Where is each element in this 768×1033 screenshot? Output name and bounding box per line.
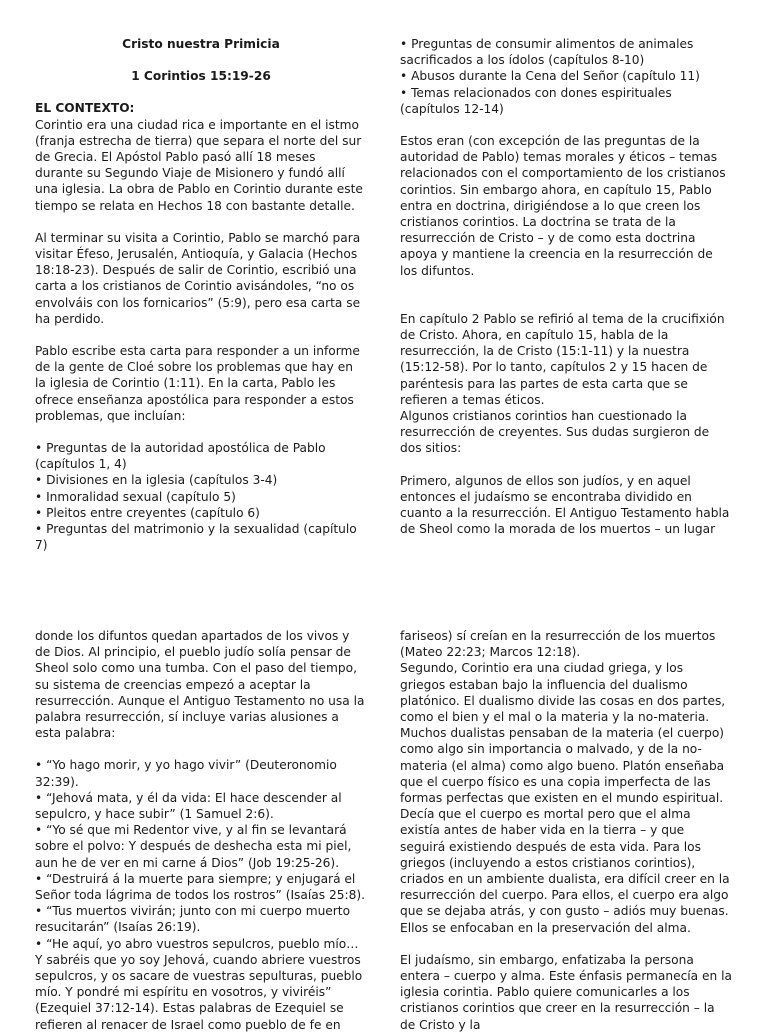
- paragraph: Primero, algunos de ellos son judíos, y en aquel entonces el judaísmo se encontraba dividido en cuanto a la resurrección. El Antiguo Testamento habla de Sheol como la morada de los muertos – un lugar: [400, 473, 730, 537]
- paragraph: El judaísmo, sin embargo, enfatizaba la persona entera – cuerpo y alma. Este énfasis permanecía en la iglesia corintia. Pablo quiere comunicarles a los cristianos corintios que creer en la resurrección – la de Cristo y la: [400, 952, 732, 1032]
- list-item: • Preguntas del matrimonio y la sexualidad (capítulo 7): [35, 522, 357, 553]
- column-bottom-left: [35, 628, 367, 1033]
- list-item: • Inmoralidad sexual (capítulo 5): [35, 489, 236, 504]
- paragraph: donde los difuntos quedan apartados de los vivos y de Dios. Al principio, el pueblo judío solía pensar de Sheol solo como una tumba. Con el paso del tiempo, su sistema de creencias empezó a aceptar la resurrección. Aunque el Antiguo Testamento no usa la palabra resurrección, sí incluye varias alusiones a esta palabra:: [35, 629, 365, 741]
- list-item: • Pleitos entre creyentes (capítulo 6): [35, 505, 260, 520]
- paragraph: Segundo, Corintio era una ciudad griega, y los griegos estaban bajo la influencia del dualismo platónico. El dualismo divide las cosas en dos partes, como el bien y el mal o la materia y la no-materia. Muchos dualistas pensaban de la materia (el cuerpo) como algo sin importancia o malvado, y de la no-materia (el alma) como algo bueno. Platón enseñaba que el cuerpo físico es una copia imperfecta de las formas perfectas que existen en el mundo espiritual. Decía que el cuerpo es mortal pero que el alma existía antes de haber vida en la tierra – y que seguirá existiendo después de esta vida. Para los griegos (incluyendo a estos cristianos corintios), criados en un ambiente dualista, era difícil creer en la resurrección del cuerpo. Para ellos, el cuerpo era algo que se dejaba atrás, y con gusto – adiós muy buenas. Ellos se enfocaban en la preservación del alma.: [400, 661, 730, 935]
- paragraph: Al terminar su visita a Corintio, Pablo se marchó para visitar Éfeso, Jerusalén, Antioquía, y Galacia (Hechos 18:18-23). Después de salir de Corintio, escribió una carta a los cristianos de Corintio avisándoles, “no os envolváis con los fornicarios” (5:9), pero esa carta se ha perdido.: [35, 230, 361, 326]
- paragraph: Pablo escribe esta carta para responder a un informe de la gente de Cloé sobre los problemas que hay en la iglesia de Corintio (1:11). En la carta, Pablo les ofrece enseñanza apostólica para responder a estos problemas, que incluían:: [35, 344, 360, 423]
- list-item: • Preguntas de la autoridad apostólica de Pablo (capítulos 1, 4): [35, 441, 326, 472]
- column-bottom-right: [400, 628, 732, 1033]
- list-item: • Abusos durante la Cena del Señor (capítulo 11): [400, 69, 700, 84]
- problems-list: [35, 440, 367, 553]
- column-top-left: [35, 36, 367, 553]
- context-heading: EL CONTEXTO:: [35, 101, 135, 116]
- list-item: • Temas relacionados con dones espirituales (capítulos 12-14): [400, 85, 672, 116]
- paragraph: Estos eran (con excepción de las preguntas de la autoridad de Pablo) temas morales y éticos – temas relacionados con el comportamiento de los cristianos corintios. Sin embargo ahora, en capítulo 15, Pablo entra en doctrina, dirigiéndose a lo que creen los cristianos corintios. La doctrina se trata de la resurrección de Cristo – y de como esta doctrina apoya y mantiene la creencia en la resurrección de los difuntos.: [400, 134, 726, 278]
- paragraph: Algunos cristianos corintios han cuestionado la resurrección de creyentes. Sus dudas surgieron de dos sitios:: [400, 409, 710, 456]
- list-item: • “Tus muertos vivirán; junto con mi cuerpo muerto resucitarán” (Isaías 26:19).: [35, 904, 351, 935]
- list-item: • “Jehová mata, y él da vida: El hace descender al sepulcro, y hace subir” (1 Samuel 2:6).: [35, 790, 342, 822]
- list-item: • “Yo sé que mi Redentor vive, y al fin se levantará sobre el polvo: Y después de deshecha esta mi piel, aun he de ver en mi carne á Dios” (Job 19:25-26).: [35, 823, 352, 870]
- scripture-quotes-list: [35, 757, 367, 1032]
- list-item: • Divisiones en la iglesia (capítulos 3-4): [35, 473, 278, 488]
- document-title: Cristo nuestra Primicia: [122, 37, 280, 51]
- column-top-right: [400, 36, 732, 537]
- scripture-reference: 1 Corintios 15:19-26: [131, 69, 271, 84]
- problems-list-continued: [400, 36, 732, 117]
- list-item: • “Destruirá á la muerte para siempre; y enjugará el Señor toda lágrima de todos los rostros” (Isaías 25:8).: [35, 871, 365, 903]
- paragraph: Corintio era una ciudad rica e importante en el istmo (franja estrecha de tierra) que separa el norte del sur de Grecia. El Apóstol Pablo pasó allí 18 meses durante su Segundo Viaje de Misionero y fundó allí una iglesia. La obra de Pablo en Corintio durante este tiempo se relata en Hechos 18 con bastante detalle.: [35, 117, 363, 213]
- paragraph: En capítulo 2 Pablo se refirió al tema de la crucifixión de Cristo. Ahora, en capítulo 15, habla de la resurrección, la de Cristo (15:1-11) y la nuestra (15:12-58). Por lo tanto, capítulos 2 y 15 hacen de paréntesis para las partes de esta carta que se refieren a temas éticos.: [400, 311, 725, 407]
- list-item: • Preguntas de consumir alimentos de animales sacrificados a los ídolos (capítulos 8-10): [400, 37, 694, 68]
- paragraph: fariseos) sí creían en la resurrección de los muertos (Mateo 22:23; Marcos 12:18).: [400, 629, 716, 660]
- list-item: • “Yo hago morir, y yo hago vivir” (Deuteronomio 32:39).: [35, 758, 337, 789]
- list-item: • “He aquí, yo abro vuestros sepulcros, pueblo mío… Y sabréis que yo soy Jehová, cuando abriere vuestros sepulcros, y os sacare de vuestras sepulturas, pueblo mío. Y pondré mi espíritu en vosotros, y viviréis” (Ezequiel 37:12-14). Estas palabras de Ezequiel se refieren al renacer de Israel como pueblo de fe en: [35, 936, 363, 1032]
